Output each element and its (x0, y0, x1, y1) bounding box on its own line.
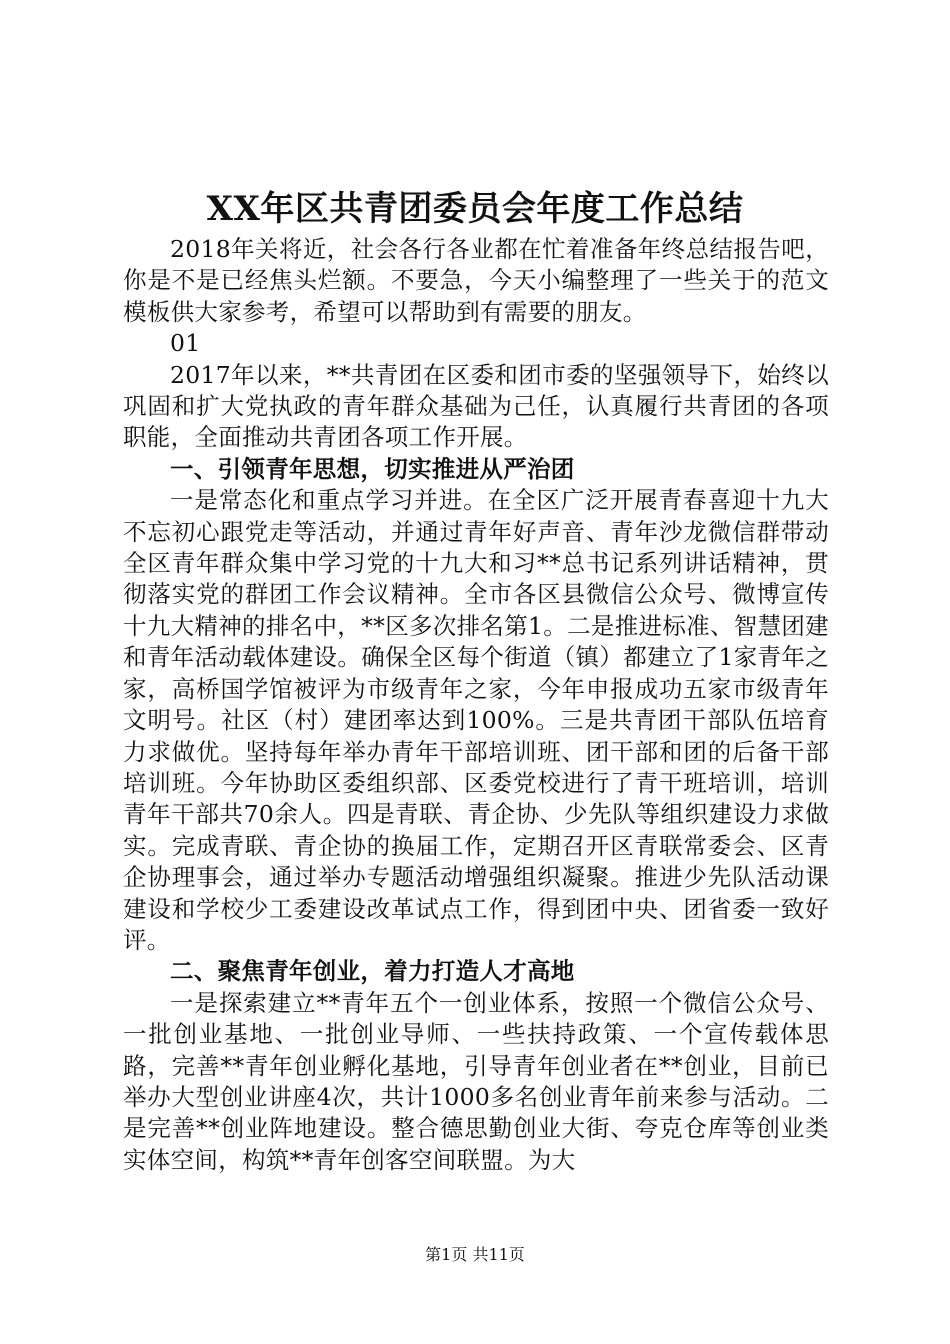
section-heading-1: 一、引领青年思想，切实推进从严治团 (170, 454, 575, 483)
page-footer: 第1页 共11页 (425, 1245, 525, 1264)
document-title: XX年区共青团委员会年度工作总结 (206, 189, 744, 229)
document-body (123, 234, 829, 1176)
section-1-paragraph: 一是常态化和重点学习并进。在全区广泛开展青春喜迎十九大不忘初心跟党走等活动，并通过青年好声音、青年沙龙微信群带动全区青年群众集中学习党的十九大和习**总书记系列讲话精神，贯彻落实党的群团工作会议精神。全市各区县微信公众号、微博宣传十九大精神的排名中，**区多次排名第1。二是推进标准、智慧团建和青年活动载体建设。确保全区每个街道（镇）都建立了1家青年之家，高桥国学馆被评为市级青年之家，今年申报成功五家市级青年文明号。社区（村）建团率达到100%。三是共青团干部队伍培育力求做优。坚持每年举办青年干部培训班、团干部和团的后备干部培训班。今年协助区委组织部、区委党校进行了青干班培训，培训青年干部共70余人。四是青联、青企协、少先队等组织建设力求做实。完成青联、青企协的换届工作，定期召开区青联常委会、区青企协理事会，通过举办专题活动增强组织凝聚。推进少先队活动课建设和学校少工委建设改革试点工作，得到团中央、团省委一致好评。 (123, 486, 829, 954)
section-marker: 01 (170, 329, 201, 358)
section-2-paragraph: 一是探索建立**青年五个一创业体系，按照一个微信公众号、一批创业基地、一批创业导师、一些扶持政策、一个宣传载体思路，完善**青年创业孵化基地，引导青年创业者在**创业，目前已举办大型创业讲座4次，共计1000多名创业青年前来参与活动。二是完善**创业阵地建设。整合德思勤创业大街、夸克仓库等创业类实体空间，构筑**青年创客空间联盟。为大 (123, 988, 829, 1174)
section-heading-2: 二、聚焦青年创业，着力打造人才高地 (170, 957, 575, 986)
intro-paragraph: 2018年关将近，社会各行各业都在忙着准备年终总结报告吧，你是不是已经焦头烂额。不要急，今天小编整理了一些关于的范文模板供大家参考，希望可以帮助到有需要的朋友。 (123, 235, 829, 326)
overview-paragraph: 2017年以来，**共青团在区委和团市委的坚强领导下，始终以巩固和扩大党执政的青年群众基础为己任，认真履行共青团的各项职能，全面推动共青团各项工作开展。 (123, 360, 829, 452)
